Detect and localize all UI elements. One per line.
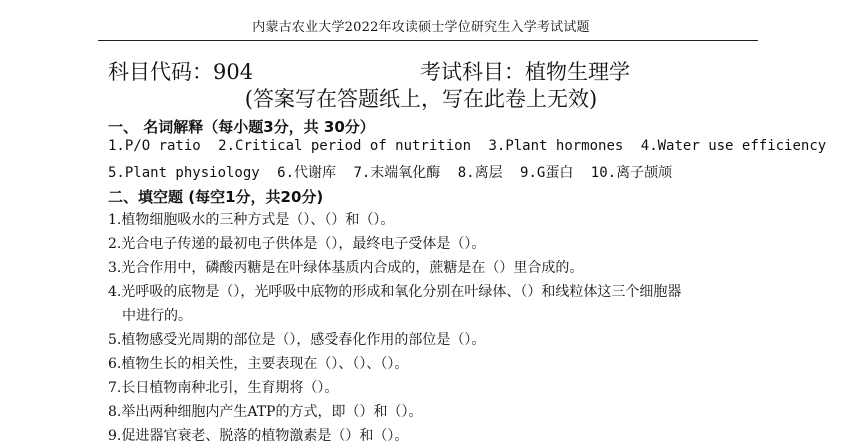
answer-notice: (答案写在答题纸上，写在此卷上无效): [244, 87, 598, 111]
question-item: 3.光合作用中，磷酸丙糖是在叶绿体基质内合成的，蔗糖是在（）里合成的。: [108, 260, 584, 276]
term-item: 2.Critical period of nutrition: [218, 138, 472, 154]
question-item: 9.促进器官衰老、脱落的植物激素是（）和（）。: [108, 428, 409, 444]
subject-line: [108, 56, 758, 84]
question-item-continuation: 中进行的。: [122, 308, 192, 324]
term-item: 4.Water use efficiency: [640, 138, 827, 154]
term-item: 8.离层: [457, 165, 503, 181]
subject-name: 考试科目：植物生理学: [420, 60, 630, 84]
fill-in-question-list: [108, 208, 768, 448]
term-item: 6.代谢库: [277, 165, 337, 181]
header-rule: [98, 40, 758, 41]
terms-row-2: [108, 162, 788, 184]
exam-header-title: 内蒙古农业大学2022年攻读硕士学位研究生入学考试试题: [252, 20, 590, 35]
question-item: 6.植物生长的相关性，主要表现在（）、（）、（）。: [108, 356, 409, 372]
section-2-heading: 二、填空题 (每空1分，共20分): [108, 188, 324, 206]
question-item: 5.植物感受光周期的部位是（），感受春化作用的部位是（）。: [108, 332, 486, 348]
term-item: 9.G蛋白: [520, 165, 574, 181]
term-item: 3.Plant hormones: [488, 138, 624, 154]
section-1-heading: 一、 名词解释（每小题3分，共 30分）: [108, 118, 375, 136]
term-item: 7.末端氧化酶: [353, 165, 441, 181]
subject-code: 科目代码：904: [108, 60, 254, 84]
question-item: 1.植物细胞吸水的三种方式是（）、（）和（）。: [108, 212, 395, 228]
term-item: 1.P/O ratio: [108, 138, 201, 154]
term-item: 10.离子颉颃: [590, 165, 673, 181]
terms-row-1: [108, 138, 827, 160]
question-item: 8.举出两种细胞内产生ATP的方式，即（）和（）。: [108, 404, 423, 420]
question-item: 2.光合电子传递的最初电子供体是（），最终电子受体是（）。: [108, 236, 486, 252]
term-item: 5.Plant physiology: [108, 165, 260, 181]
question-item: 7.长日植物南种北引，生育期将（）。: [108, 380, 339, 396]
question-item: 4.光呼吸的底物是（），光呼吸中底物的形成和氧化分别在叶绿体、（）和线粒体这三个细胞器: [108, 284, 682, 300]
